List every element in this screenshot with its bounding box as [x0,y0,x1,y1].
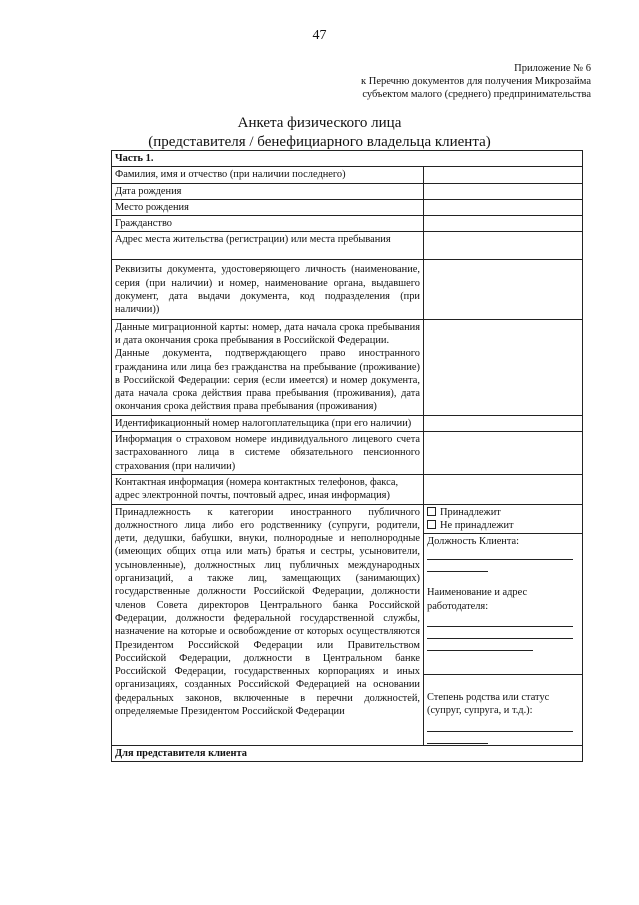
belongs-checkbox[interactable] [427,507,436,516]
table-row [112,319,583,415]
pep-label: Принадлежность к категории иностранного публичного должностного лица либо его родственнику (супруги, родители, дети, дедушки, бабушки, внуки, полнородные и неполнородные (имеющих общих отца или мать) братья и сестры, усыновители, усыновленные), должностных лиц публичных международных организаций, а также лиц, замещающих (занимающих) государственные должности Российской Федерации, должности членов Совета директоров Центрального банка Российской Федерации, должности федеральной государственной службы, назначение на которые и освобождение от которых осуществляются Президентом Российской Федерации или Правительством Российской Федерации, должности в Центральном банке Российской Федерации, государственных корпорациях и иных организациях, созданных Российской Федерацией на основании федеральных законов, включенные в перечни должностей, определяемые Президентом Российской Федерации [112,504,424,745]
table-row [112,216,583,232]
birth-place-label: Место рождения [112,199,424,215]
page-number: 47 [312,28,327,43]
table-row [112,199,583,215]
citizenship-label: Гражданство [112,216,424,232]
citizenship-value-cell[interactable] [424,216,583,232]
kinship-line[interactable] [427,730,573,732]
address-label: Адрес места жительства (регистрации) или места пребывания [112,232,424,260]
employment-section [424,533,582,674]
migration-label [112,319,424,415]
table-row [112,432,583,475]
not-belongs-checkbox[interactable] [427,520,436,529]
kinship-label: Степень родства или статус (супруг, супруга, и т.д.): [427,692,550,717]
inn-value-cell[interactable] [424,415,583,431]
table-row [112,167,583,183]
client-position-line-2[interactable] [427,570,488,572]
representative-header: Для представителя клиента [112,745,583,761]
snils-label: Информация о страховом номере индивидуального лицевого счета застрахованного лица в системе обязательного пенсионного страхования (при наличии) [112,432,424,475]
belongs-label: Принадлежит [440,506,501,518]
client-position-line[interactable] [427,558,573,560]
not-belongs-option[interactable] [427,519,579,532]
appendix-line-3: субъектом малого (среднего) предпринимательства [362,89,591,100]
client-position-label: Должность Клиента: [427,536,520,548]
employer-line-2[interactable] [427,637,573,639]
table-row [112,474,583,504]
pep-checkbox-group [424,505,582,534]
appendix-line-1: Приложение № 6 [514,63,591,74]
residence-document-text: Данные документа, подтверждающего право иностранного гражданина или лица без гражданства на пребывание (проживание) в Российской Федерации: серия (если имеется) и номер документа, дата начала срока действия права пребывания (проживания), дата окончания срока действия права пребывания (проживания) [115,348,420,413]
birth-date-value-cell[interactable] [424,183,583,199]
table-row [112,745,583,761]
migration-value-cell[interactable] [424,319,583,415]
table-row [112,232,583,260]
id-document-value-cell[interactable] [424,260,583,319]
fio-value-cell[interactable] [424,167,583,183]
migration-card-text: Данные миграционной карты: номер, дата начала срока пребывания и дата окончания срока пребывания в Российской Федерации. [115,321,420,346]
table-row [112,260,583,319]
form-title-line-1: Анкета физического лица [237,115,402,131]
pep-options-cell [424,504,583,745]
table-row [112,415,583,431]
kinship-section [424,674,582,745]
inn-label: Идентификационный номер налогоплательщика (при его наличии) [112,415,424,431]
form-title [0,114,639,152]
form-title-line-2: (представителя / бенефициарного владельца клиента) [148,134,491,150]
employer-label: Наименование и адрес работодателя: [427,587,528,612]
birth-place-value-cell[interactable] [424,199,583,215]
table-row [112,151,583,167]
questionnaire-table [111,150,583,762]
not-belongs-label: Не принадлежит [440,519,514,531]
birth-date-label: Дата рождения [112,183,424,199]
table-row [112,183,583,199]
employer-line-3[interactable] [427,649,533,651]
employer-line[interactable] [427,625,573,627]
appendix-header [361,62,591,101]
appendix-line-2: к Перечню документов для получения Микрозайма [361,76,591,87]
contacts-label: Контактная информация (номера контактных телефонов, факса, адрес электронной почты, почтовый адрес, иная информация) [112,474,424,504]
contacts-value-cell[interactable] [424,474,583,504]
kinship-line-2[interactable] [427,742,488,744]
address-value-cell[interactable] [424,232,583,260]
fio-label: Фамилия, имя и отчество (при наличии последнего) [112,167,424,183]
id-document-label: Реквизиты документа, удостоверяющего личность (наименование, серия (при наличии) и номер, наименование органа, выдавшего документ, дата выдачи документа, код подразделения (при наличии)) [112,260,424,319]
part-1-header: Часть 1. [112,151,583,167]
table-row [112,504,583,745]
snils-value-cell[interactable] [424,432,583,475]
belongs-option[interactable] [427,506,579,519]
